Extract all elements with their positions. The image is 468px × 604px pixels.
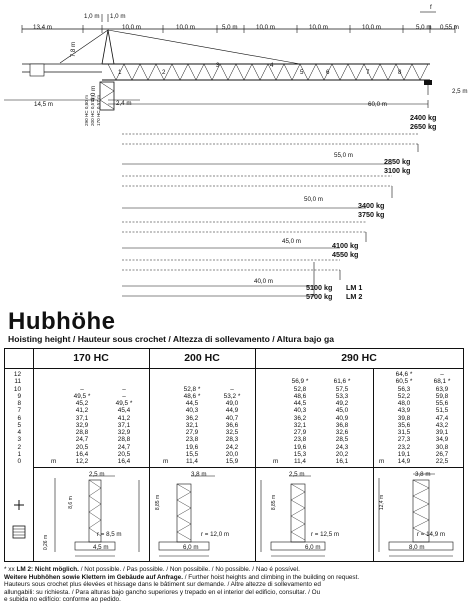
col-170-b: – – 49,5 * 45,4 41,2 37,1 32,9 28,8 24,7 20,5 16,4 <box>115 385 133 465</box>
dim-14-5: 14,5 m <box>34 101 53 108</box>
footnote-lm2-text: / Not possible. / Pas possible. / Non possibile. / No possible. / Nao é possível. <box>78 566 300 573</box>
footnote-marker: * <box>4 566 7 573</box>
foot-170-r: r = 8,5 m <box>97 531 122 538</box>
foot-290b-top: 3,8 m <box>415 471 431 478</box>
reach-40: 40,0 m <box>254 278 273 285</box>
load-55-b: 3100 kg <box>384 166 411 175</box>
load-55-a: 2850 kg <box>384 157 411 166</box>
load-40-a: 5100 kg <box>306 283 333 292</box>
footnote-line4: allungabili: su richiesta. / Para alturas bajo gancho superiores y trepado en el interior del edificio, consultar. / Ou <box>4 588 321 596</box>
load-45-a: 4100 kg <box>332 241 359 250</box>
plus-icon <box>13 499 25 511</box>
row-labels: 12 11 10 9 8 7 6 5 4 3 2 1 0 <box>13 371 21 465</box>
load-50-b: 3750 kg <box>358 210 385 219</box>
jib-section-3: 3 <box>216 62 220 69</box>
jib-section-8: 8 <box>398 69 402 76</box>
mast-label-290: 290 HC 0,80 m <box>84 95 89 126</box>
foot-170-base: 4,5 m <box>93 544 109 551</box>
dim-height-7-8: 7,8 m <box>70 41 78 58</box>
group-290hc: 290 HC <box>341 352 377 364</box>
dim-seg-2: 10,0 m <box>176 24 195 31</box>
dim-hook-2-5: 2,5 m <box>452 88 468 95</box>
dim-seg-8: 0,55 m <box>440 24 459 31</box>
load-50-a: 3400 kg <box>358 201 385 210</box>
footnote-further-text: / Further hoist heights and climbing in the building on request. <box>182 573 360 581</box>
group-170hc: 170 HC <box>73 352 109 364</box>
jib-section-2: 2 <box>162 69 166 76</box>
jib-section-7: 7 <box>366 69 370 76</box>
dim-seg-7: 5,0 m <box>416 24 432 31</box>
unit-290: m <box>273 458 279 465</box>
unit-290b: m <box>379 458 385 465</box>
jib-section-1: 1 <box>118 69 122 76</box>
foot-170-h: 0,26 m <box>43 534 50 551</box>
foot-290-top: 2,5 m <box>289 471 305 478</box>
foot-170-top: 2,5 m <box>89 471 105 478</box>
load-40-b: 5700 kg <box>306 292 333 301</box>
reach-55: 55,0 m <box>334 152 353 159</box>
col-290-b: 61,6 * 57,5 53,3 49,2 45,0 40,9 36,8 32,6 28,5 24,3 20,2 16,1 <box>333 378 351 465</box>
lm-2: LM 2 <box>346 292 363 301</box>
dim-2-4: 2,4 m <box>116 100 132 107</box>
load-diagrams <box>0 112 468 308</box>
unit-200: m <box>163 458 169 465</box>
load-60-a: 2400 kg <box>410 113 437 122</box>
foot-200-top: 3,8 m <box>191 471 207 478</box>
load-60-b: 2650 kg <box>410 122 437 131</box>
foot-290-m: 8,85 m <box>271 494 278 511</box>
dim-seg-3: 5,0 m <box>222 24 238 31</box>
page-subtitle: Hoisting height / Hauteur sous crochet / Altezza di sollevamento / Altura bajo ga <box>8 334 334 344</box>
foot-200-m: 8,85 m <box>155 494 162 511</box>
dim-seg-6: 10,0 m <box>362 24 381 31</box>
col-290-a: 56,9 * 52,8 48,6 44,5 40,3 36,2 32,1 27,9 23,8 19,6 15,3 11,4 <box>291 378 309 465</box>
footnote-further: Weitere Hubhöhen sowie Klettern im Gebäude auf Anfrage. <box>4 573 183 581</box>
footnote-line3: Hauteurs sous crochet plus élevées et hissage dans le bâtiment sur demande. / Altre altezze di sollevamento ed <box>4 581 321 589</box>
dim-reach-60: 60,0 m <box>368 101 387 108</box>
footnotes <box>4 566 464 604</box>
foot-290b-base: 8,0 m <box>409 544 425 551</box>
col-290-d: – 68,1 * 63,9 59,8 55,6 51,5 47,4 43,2 39,1 34,9 30,8 26,7 22,5 <box>433 371 451 465</box>
jib-section-4: 4 <box>270 62 274 69</box>
footnote-marker-x: xx <box>8 566 15 573</box>
jib-section-6: 6 <box>326 69 330 76</box>
col-200-a: 52,8 * 48,6 * 44,5 40,3 36,2 32,1 27,9 23,8 19,6 15,5 11,4 <box>183 385 201 465</box>
hoist-height-table <box>4 348 464 562</box>
dim-1-0-b: 1,0 m <box>110 13 126 20</box>
reach-50: 50,0 m <box>304 196 323 203</box>
foot-290b-m: 12,4 m <box>379 494 386 511</box>
col-290-c: 64,6 * 60,5 * 56,3 52,2 48,0 43,9 39,8 35,6 31,5 27,3 23,2 19,1 14,9 <box>395 371 413 465</box>
load-45-b: 4550 kg <box>332 250 359 259</box>
dim-seg-1: 10,0 m <box>122 24 141 31</box>
col-200-b: – 53,2 * 49,0 44,9 40,7 36,6 32,5 28,3 24,2 20,0 15,9 <box>223 385 241 465</box>
footnote-line5: e subida no edifício: conforme ao pedido. <box>4 596 121 604</box>
unit-170: m <box>51 458 57 465</box>
group-200hc: 200 HC <box>184 352 220 364</box>
jib-section-5: 5 <box>300 69 304 76</box>
foot-200-base: 6,0 m <box>183 544 199 551</box>
dim-1-0-a: 1,0 m <box>84 13 100 20</box>
dim-seg-4: 10,0 m <box>256 24 275 31</box>
col-170-a: – 49,5 * 45,2 41,2 37,1 32,9 28,8 24,7 20,5 16,4 12,2 <box>73 385 91 465</box>
crane-drawing <box>0 0 468 130</box>
mast-label-170: 170 HC 0,57 m <box>96 95 101 126</box>
footnote-lm2: LM 2: Nicht möglich. <box>16 566 79 573</box>
page-title: Hubhöhe <box>8 308 116 335</box>
lm-1: LM 1 <box>346 283 363 292</box>
foundation-icon <box>12 525 26 539</box>
foot-170-m: 8,6 m <box>67 496 74 509</box>
foot-290-r: r = 12,5 m <box>311 531 340 538</box>
mast-label-200: 200 HC 0,57 m <box>90 95 95 126</box>
dim-13-4: 13,4 m <box>33 24 52 31</box>
foot-290-base: 6,0 m <box>305 544 321 551</box>
reach-45: 45,0 m <box>282 238 301 245</box>
foot-290b-r: r = 14,9 m <box>417 531 446 538</box>
dim-seg-5: 10,0 m <box>309 24 328 31</box>
marker-f: f <box>430 4 432 11</box>
foot-200-r: r = 12,0 m <box>201 531 230 538</box>
dim-height-4-0: 4,0 m <box>90 85 98 102</box>
